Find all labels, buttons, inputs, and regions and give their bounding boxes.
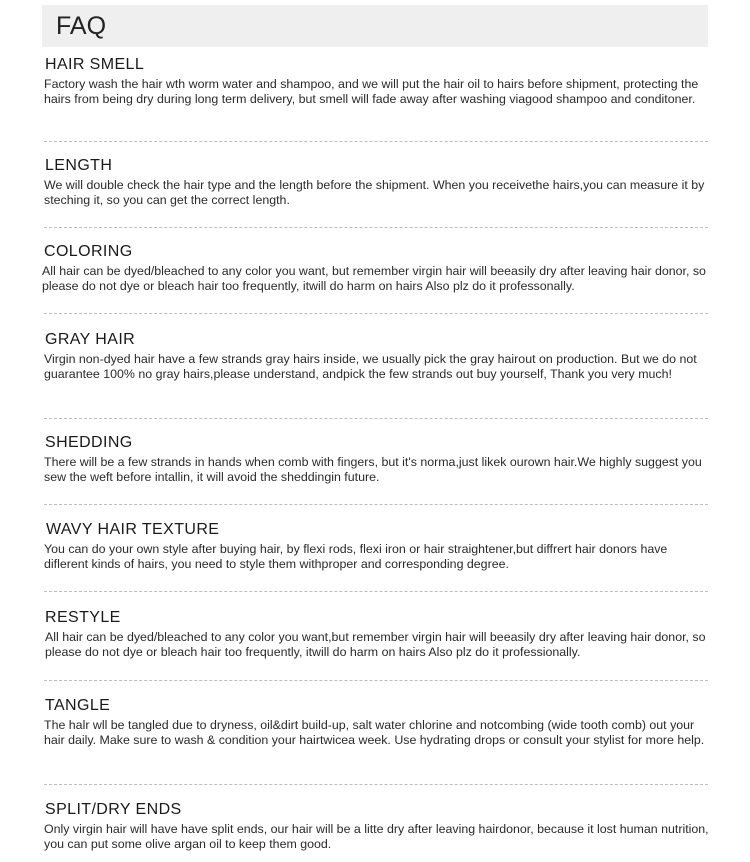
faq-answer-text: There will be a few strands in hands when comb with fingers, but it's norma,just likek ourown hair.We highly suggest you sew the weft before intallin, it will avoid the sheddingin future.: [44, 455, 702, 485]
faq-question-title: HAIR SMELL: [45, 56, 145, 73]
faq-question-title: LENGTH: [45, 157, 113, 174]
divider: [44, 784, 708, 785]
faq-question-title: SHEDDING: [45, 434, 133, 451]
faq-answer-text: Virgin non-dyed hair have a few strands gray hairs inside, we usually pick the gray hairout on production. But we do not guarantee 100% no gray hairs,please understand, andpick the few strands out buy yourself, Thank you very much!: [44, 352, 697, 382]
faq-question-title: COLORING: [44, 243, 133, 260]
faq-question-title: GRAY HAIR: [45, 331, 136, 348]
divider: [44, 227, 708, 228]
divider: [44, 418, 708, 419]
faq-question-title: SPLIT/DRY ENDS: [45, 801, 182, 818]
faq-question-title: WAVY HAIR TEXTURE: [46, 521, 220, 538]
faq-answer-text: Only virgin hair will have have split ends, our hair will be a litte dry after leaving hairdonor, because it lost human nutrition, you can put some olive argan oil to keep them good.: [44, 822, 709, 852]
divider: [44, 504, 708, 505]
faq-header: [42, 5, 708, 47]
faq-question-title: RESTYLE: [45, 609, 121, 626]
divider: [44, 313, 708, 314]
faq-answer-text: All hair can be dyed/bleached to any color you want,but remember virgin hair will beeasily dry after leaving hair donor, so please do not dye or bleach hair too frequently, itwill do harm on hairs Also plz do it professionally.: [45, 630, 706, 660]
page-title: FAQ: [56, 12, 107, 40]
divider: [44, 141, 708, 142]
faq-question-title: TANGLE: [45, 697, 111, 714]
faq-answer-text: We will double check the hair type and the length before the shipment. When you receivethe hairs,you can measure it by steching it, so you can get the correct length.: [44, 178, 705, 208]
faq-answer-text: All hair can be dyed/bleached to any color you want, but remember virgin hair will beeasily dry after leaving hair donor, so please do not dye or bleach hair too frequently, itwill do harm on hairs Also plz do it professonally.: [42, 264, 706, 294]
divider: [44, 680, 708, 681]
faq-answer-text: You can do your own style after buying hair, by flexi rods, flexi iron or hair straightener,but diffrert hair donors have diflerent kinds of hairs, you need to style them withproper and corresponding degree.: [44, 542, 668, 572]
faq-answer-text: Factory wash the hair wth worm water and shampoo, and we will put the hair oil to hairs before shipment, protecting the hairs from being dry during long term delivery, but smell will fade away after washing viagood shampoo and conditoner.: [44, 77, 699, 107]
faq-answer-text: The halr wll be tangled due to dryness, oil&dirt build-up, salt water chlorine and notcombing (wide tooth comb) out your hair daily. Make sure to wash & condition your hairtwicea week. Use hydrating drops or consult your stylist for more help.: [44, 718, 705, 748]
divider: [44, 591, 708, 592]
